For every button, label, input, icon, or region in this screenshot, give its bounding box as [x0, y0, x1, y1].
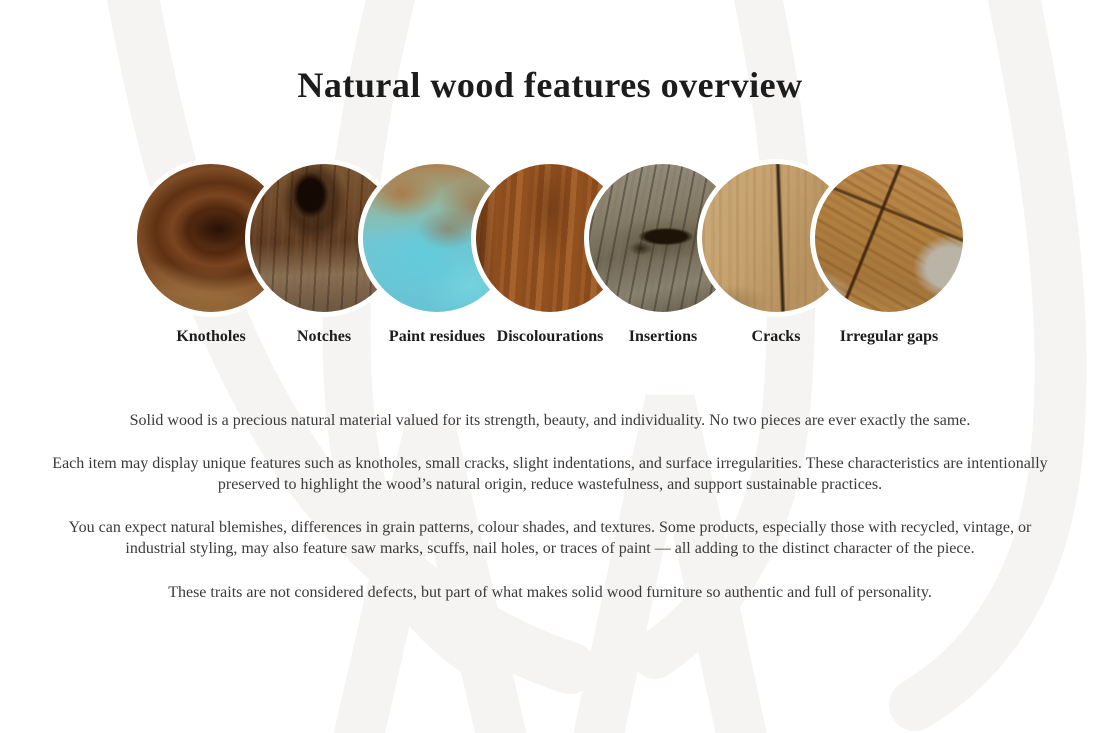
- feature-label: Irregular gaps: [839, 328, 939, 345]
- body-paragraph: You can expect natural blemishes, differences in grain patterns, colour shades, and textures. Some products, especially those with recycled, vintage, or industrial styling, may also feature saw marks, scuffs, nail holes, or traces of paint — all adding to the distinct character of the piece.: [68, 519, 1032, 558]
- feature-image-irregular-gaps: [810, 159, 968, 317]
- feature-label: Knotholes: [176, 328, 246, 345]
- feature-label: Paint residues: [388, 328, 486, 345]
- feature-label: Discolourations: [496, 328, 604, 345]
- body-paragraph: Each item may display unique features such as knotholes, small cracks, slight indentations, and surface irregularities. These characteristics are intentionally preserved to highlight the wood’s natural origin, reduce wastefulness, and support sustainable practices.: [52, 455, 1048, 494]
- page-title: Natural wood features overview: [297, 65, 803, 105]
- feature-item-irregular-gaps: [810, 159, 968, 346]
- features-row: [0, 159, 1100, 346]
- body-text: [50, 410, 1050, 603]
- feature-label: Cracks: [751, 328, 801, 345]
- body-paragraph: These traits are not considered defects, but part of what makes solid wood furniture so authentic and full of personality.: [168, 583, 932, 601]
- feature-label: Insertions: [628, 328, 698, 345]
- feature-label: Notches: [296, 328, 352, 345]
- body-paragraph: Solid wood is a precious natural material valued for its strength, beauty, and individuality. No two pieces are ever exactly the same.: [129, 412, 971, 429]
